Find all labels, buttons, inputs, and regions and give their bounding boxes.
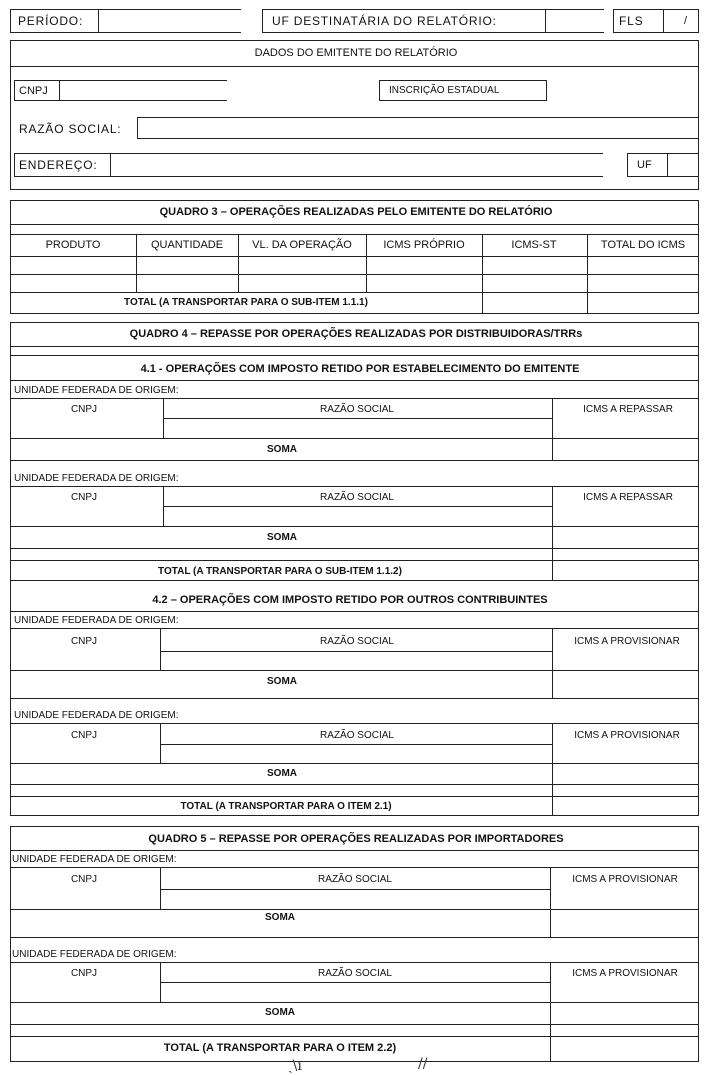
q42-g1-rule-b <box>160 651 552 652</box>
q3-col-quantidade: QUANTIDADE <box>150 239 224 251</box>
q3-rule-title <box>10 224 699 225</box>
q5-rule-title <box>10 850 699 851</box>
q41-g1-rule-b <box>163 418 552 419</box>
q5-g1-col-div-1 <box>160 867 161 909</box>
q41-g1-col-div-2 <box>552 398 553 460</box>
q42-g2-razao-header: RAZÃO SOCIAL <box>320 730 394 741</box>
q5-g2-icms-header: ICMS A PROVISIONAR <box>572 968 678 979</box>
q5-g1-icms-header: ICMS A PROVISIONAR <box>572 874 678 885</box>
q3-col-total-icms: TOTAL DO ICMS <box>600 239 686 251</box>
q41-g2-rule-e <box>10 560 699 561</box>
q3-rule-header-bottom <box>10 256 699 257</box>
uf-dest-input[interactable] <box>545 10 604 32</box>
q3-col-produto: PRODUTO <box>45 239 101 251</box>
q41-g2-soma: SOMA <box>267 532 297 543</box>
q3-rule-header-top <box>10 234 699 235</box>
endereco-label: ENDEREÇO: <box>19 158 98 172</box>
q42-g2-rule-d <box>10 784 699 785</box>
uf-dest-label: UF DESTINATÁRIA DO RELATÓRIO: <box>272 14 497 28</box>
q41-g2-rule-b <box>163 506 552 507</box>
q3-col-div-2 <box>238 234 239 292</box>
q42-title: 4.2 – OPERAÇÕES COM IMPOSTO RETIDO POR OUTROS CONTRIBUINTES <box>152 594 548 606</box>
q42-g1-col-div-2 <box>552 628 553 698</box>
q42-g2-icms-header: ICMS A PROVISIONAR <box>574 730 680 741</box>
q3-rule-row1 <box>10 274 699 275</box>
periodo-label: PERÍODO: <box>18 14 84 28</box>
q5-g1-soma: SOMA <box>265 912 295 923</box>
q41-total-label: TOTAL (A TRANSPORTAR PARA O SUB-ITEM 1.1.2) <box>158 566 402 577</box>
q5-g2-rule-e <box>10 1036 699 1037</box>
razao-social-emitente-input[interactable] <box>137 117 699 139</box>
q41-g1-soma: SOMA <box>267 444 297 455</box>
q5-g1-rule-a <box>10 867 699 868</box>
q3-col-icms-proprio: ICMS PRÓPRIO <box>383 239 465 251</box>
q41-g1-icms-header: ICMS A REPASSAR <box>583 404 673 415</box>
q3-col-div-5 <box>587 234 588 314</box>
q42-g2-rule-c <box>10 763 699 764</box>
q42-g1-rule-a <box>10 628 699 629</box>
q3-col-div-3 <box>366 234 367 292</box>
cnpj-emitente-input[interactable] <box>59 81 227 100</box>
razao-social-emitente-label: RAZÃO SOCIAL: <box>19 122 122 136</box>
q5-g2-cnpj-header: CNPJ <box>70 968 98 979</box>
q5-g1-col-div-2 <box>550 867 551 937</box>
q5-total-label: TOTAL (A TRANSPORTAR PARA O ITEM 2.2) <box>163 1042 397 1054</box>
q41-g2-cnpj-header: CNPJ <box>70 492 98 503</box>
endereco-input[interactable] <box>110 154 603 176</box>
q5-g2-rule-c <box>10 1002 699 1003</box>
q42-g1-icms-header: ICMS A PROVISIONAR <box>574 636 680 647</box>
q41-g2-rule-a <box>10 486 699 487</box>
q41-g1-razao-header: RAZÃO SOCIAL <box>320 404 394 415</box>
q42-g2-soma: SOMA <box>267 768 297 779</box>
q41-g2-razao-header: RAZÃO SOCIAL <box>320 492 394 503</box>
fls-separator: / <box>684 15 688 27</box>
q42-rule-title <box>10 611 699 612</box>
q42-g1-uf-origem-label: UNIDADE FEDERADA DE ORIGEM: <box>14 615 179 626</box>
q42-g1-cnpj-header: CNPJ <box>70 636 98 647</box>
uf-emitente-divider <box>667 153 668 177</box>
q5-g1-razao-header: RAZÃO SOCIAL <box>318 874 392 885</box>
q5-g1-rule-b <box>160 889 550 890</box>
q5-g2-rule-a <box>10 962 699 963</box>
q41-g2-col-div-2 <box>552 486 553 580</box>
quadro5-title: QUADRO 5 – REPASSE POR OPERAÇÕES REALIZADAS POR IMPORTADORES <box>148 833 564 845</box>
q3-col-valor: VL. DA OPERAÇÃO <box>252 239 352 251</box>
q42-g2-col-div-2 <box>552 723 553 816</box>
q41-title: 4.1 - OPERAÇÕES COM IMPOSTO RETIDO POR ESTABELECIMENTO DO EMITENTE <box>140 363 580 375</box>
q5-g2-soma: SOMA <box>265 1007 295 1018</box>
q42-total-label: TOTAL (A TRANSPORTAR PARA O ITEM 2.1) <box>180 801 392 812</box>
q5-g1-rule-c <box>10 909 699 910</box>
fls-divider <box>663 9 664 33</box>
q3-rule-row2 <box>10 292 699 293</box>
ie-label: INSCRIÇÃO ESTADUAL <box>389 85 500 96</box>
q41-rule-title <box>10 380 699 381</box>
q5-g2-razao-header: RAZÃO SOCIAL <box>318 968 392 979</box>
q5-g2-rule-d <box>10 1024 699 1025</box>
q41-g2-uf-origem-label: UNIDADE FEDERADA DE ORIGEM: <box>14 473 179 484</box>
q42-g1-soma: SOMA <box>267 676 297 687</box>
q5-g2-col-div-2 <box>550 962 551 1062</box>
q41-rule-total <box>10 580 699 581</box>
q3-col-div-4 <box>482 234 483 314</box>
q41-g1-rule-a <box>10 398 699 399</box>
q42-g2-col-div-1 <box>160 723 161 763</box>
uf-emitente-label: UF <box>637 159 652 171</box>
q3-total-label: TOTAL (A TRANSPORTAR PARA O SUB-ITEM 1.1.1) <box>124 297 368 308</box>
q41-g1-rule-d <box>10 460 699 461</box>
q5-g1-cnpj-header: CNPJ <box>70 874 98 885</box>
handwritten-slash-icon: // <box>418 1056 428 1072</box>
emitente-title-rule <box>10 66 699 67</box>
q42-g1-col-div-1 <box>160 628 161 670</box>
quadro3-title: QUADRO 3 – OPERAÇÕES REALIZADAS PELO EMITENTE DO RELATÓRIO <box>159 206 553 218</box>
q4-rule-title2 <box>10 355 699 356</box>
q42-g2-uf-origem-label: UNIDADE FEDERADA DE ORIGEM: <box>14 710 179 721</box>
fls-label: FLS <box>619 14 644 28</box>
q41-g2-rule-c <box>10 526 699 527</box>
q42-g1-razao-header: RAZÃO SOCIAL <box>320 636 394 647</box>
q5-g1-rule-d <box>10 937 699 938</box>
q42-g1-rule-d <box>10 698 699 699</box>
q3-col-icms-st: ICMS-ST <box>511 239 557 251</box>
q4-rule-title <box>10 346 699 347</box>
q42-g2-cnpj-header: CNPJ <box>70 730 98 741</box>
handwritten-mark-icon: ˎ\ı <box>288 1058 302 1074</box>
q5-g2-uf-origem-label: UNIDADE FEDERADA DE ORIGEM: <box>12 949 177 960</box>
quadro4-title: QUADRO 4 – REPASSE POR OPERAÇÕES REALIZADAS POR DISTRIBUIDORAS/TRRs <box>129 328 583 340</box>
q41-g2-rule-d <box>10 548 699 549</box>
periodo-input[interactable] <box>98 10 241 32</box>
q42-g1-rule-c <box>10 670 699 671</box>
q41-g1-cnpj-header: CNPJ <box>70 404 98 415</box>
q41-g1-rule-c <box>10 438 699 439</box>
q5-g2-rule-b <box>160 982 550 983</box>
q41-g1-uf-origem-label: UNIDADE FEDERADA DE ORIGEM: <box>14 385 179 396</box>
q42-g2-rule-e <box>10 796 699 797</box>
cnpj-emitente-label: CNPJ <box>19 85 48 97</box>
q3-col-div-1 <box>136 234 137 292</box>
q42-g2-rule-a <box>10 723 699 724</box>
q5-g1-uf-origem-label: UNIDADE FEDERADA DE ORIGEM: <box>12 854 177 865</box>
emitente-title: DADOS DO EMITENTE DO RELATÓRIO <box>254 47 458 59</box>
q42-g2-rule-b <box>160 744 552 745</box>
q41-g2-icms-header: ICMS A REPASSAR <box>583 492 673 503</box>
